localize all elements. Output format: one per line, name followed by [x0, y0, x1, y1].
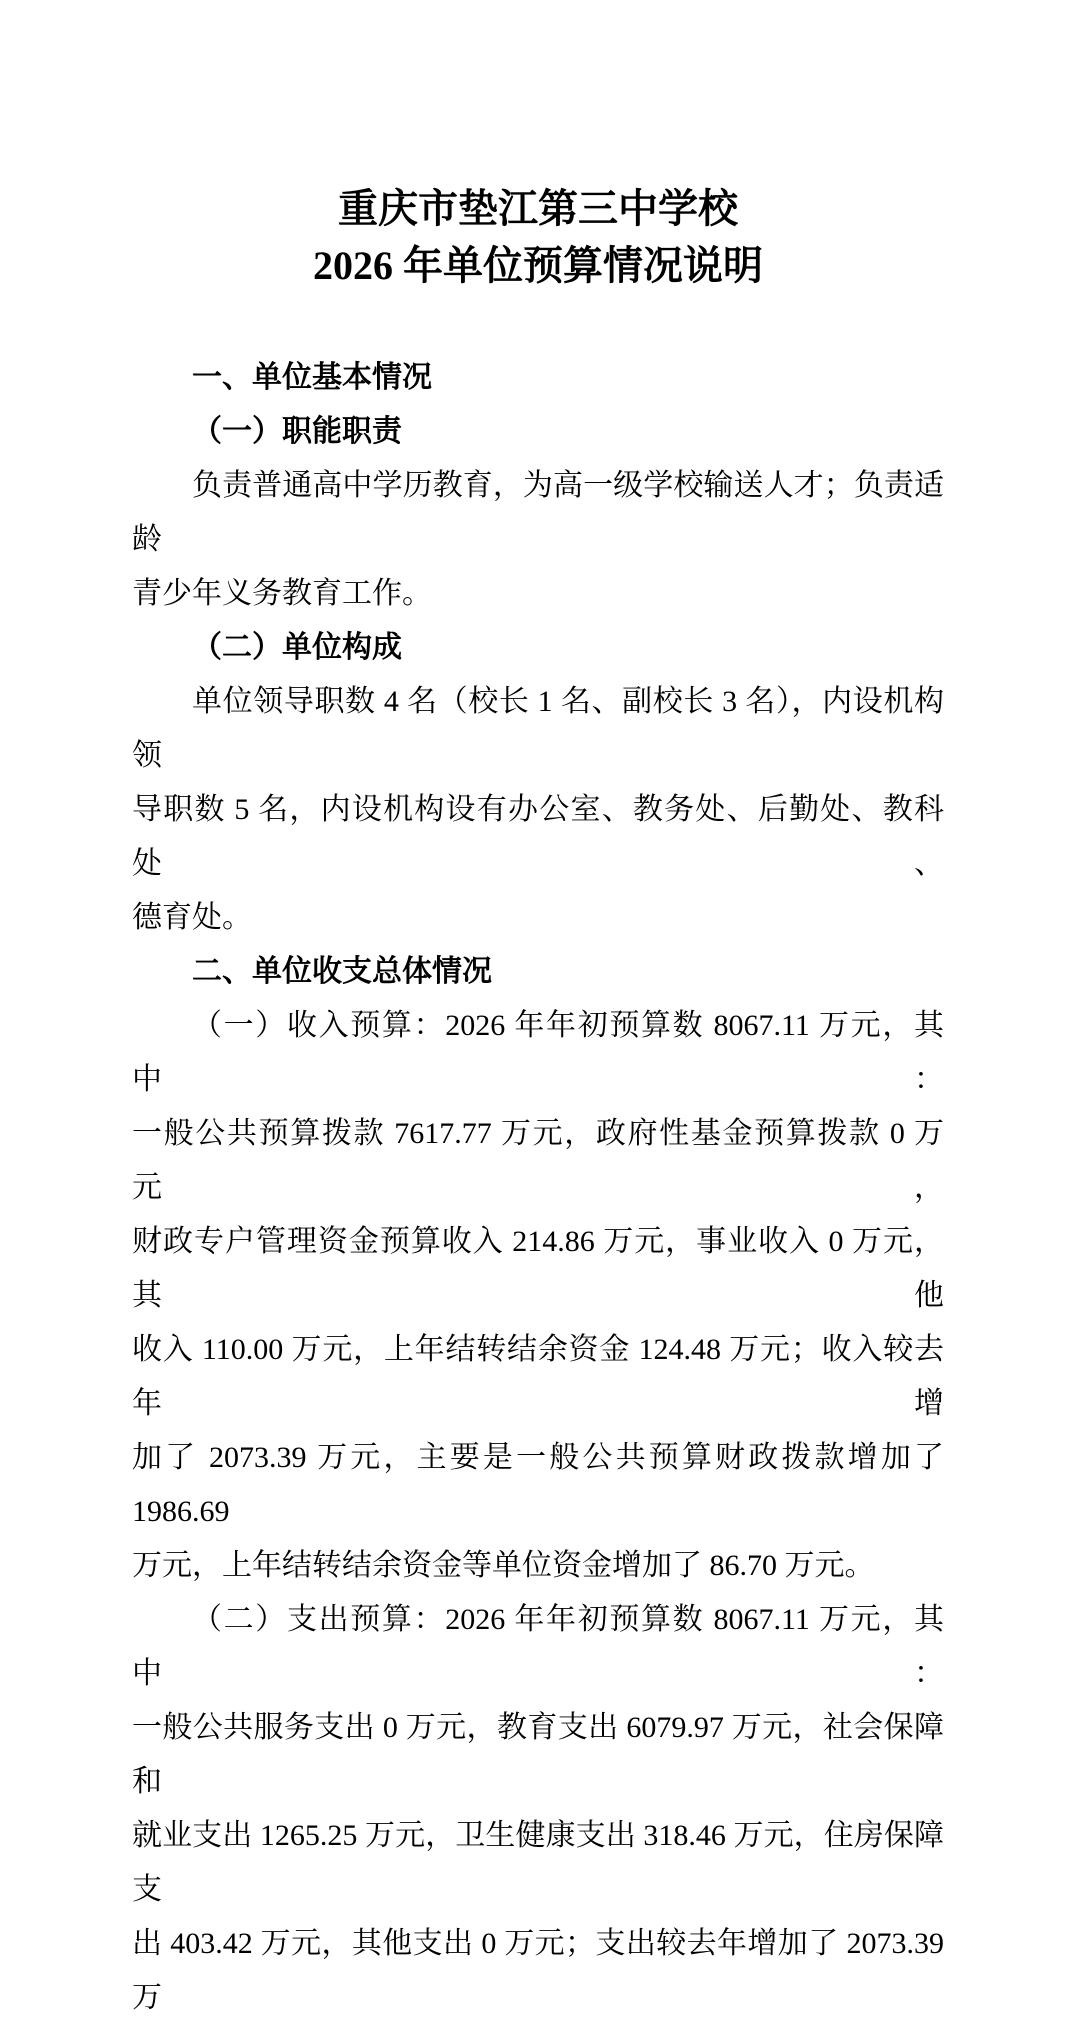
- section-heading-1: 一、单位基本情况: [192, 361, 432, 394]
- paragraph-line: （一）收入预算：2026 年年初预算数 8067.11 万元，其中：: [132, 1009, 944, 1096]
- subsection-heading: （一）职能职责: [192, 415, 402, 448]
- paragraph-line: 收入 110.00 万元，上年结转结余资金 124.48 万元；收入较去年增: [132, 1333, 944, 1420]
- paragraph-line: 财政专户管理资金预算收入 214.86 万元，事业收入 0 万元，其他: [132, 1225, 944, 1312]
- section-heading-2: 二、单位收支总体情况: [192, 955, 492, 988]
- document-title: [132, 180, 944, 294]
- paragraph-line: 导职数 5 名，内设机构设有办公室、教务处、后勤处、教科处、: [132, 793, 944, 880]
- paragraph-line: 万元，上年结转结余资金等单位资金增加了 86.70 万元。: [132, 1549, 875, 1582]
- subsection-heading: （二）单位构成: [192, 631, 402, 664]
- paragraph-line: 德育处。: [132, 901, 252, 934]
- document-title-line2: 2026 年单位预算情况说明: [313, 243, 763, 288]
- paragraph-line: 就业支出 1265.25 万元，卫生健康支出 318.46 万元，住房保障支: [132, 1819, 944, 1906]
- paragraph-line: 青少年义务教育工作。: [132, 577, 432, 610]
- document-body: [132, 351, 944, 2025]
- document-content: [132, 0, 944, 2025]
- paragraph-line: 负责普通高中学历教育，为高一级学校输送人才；负责适龄: [132, 469, 944, 556]
- paragraph-line: 加了 2073.39 万元，主要是一般公共预算财政拨款增加了 1986.69: [132, 1441, 944, 1528]
- paragraph-line: 一般公共服务支出 0 万元，教育支出 6079.97 万元，社会保障和: [132, 1711, 944, 1798]
- paragraph-line: 单位领导职数 4 名（校长 1 名、副校长 3 名），内设机构领: [132, 685, 944, 772]
- paragraph-line: 出 403.42 万元，其他支出 0 万元；支出较去年增加了 2073.39 万: [132, 1927, 944, 2014]
- document-title-line1: 重庆市垫江第三中学校: [338, 186, 738, 231]
- paragraph-line: （二）支出预算：2026 年年初预算数 8067.11 万元，其中：: [132, 1603, 944, 1690]
- paragraph-line: 一般公共预算拨款 7617.77 万元，政府性基金预算拨款 0 万元，: [132, 1117, 944, 1204]
